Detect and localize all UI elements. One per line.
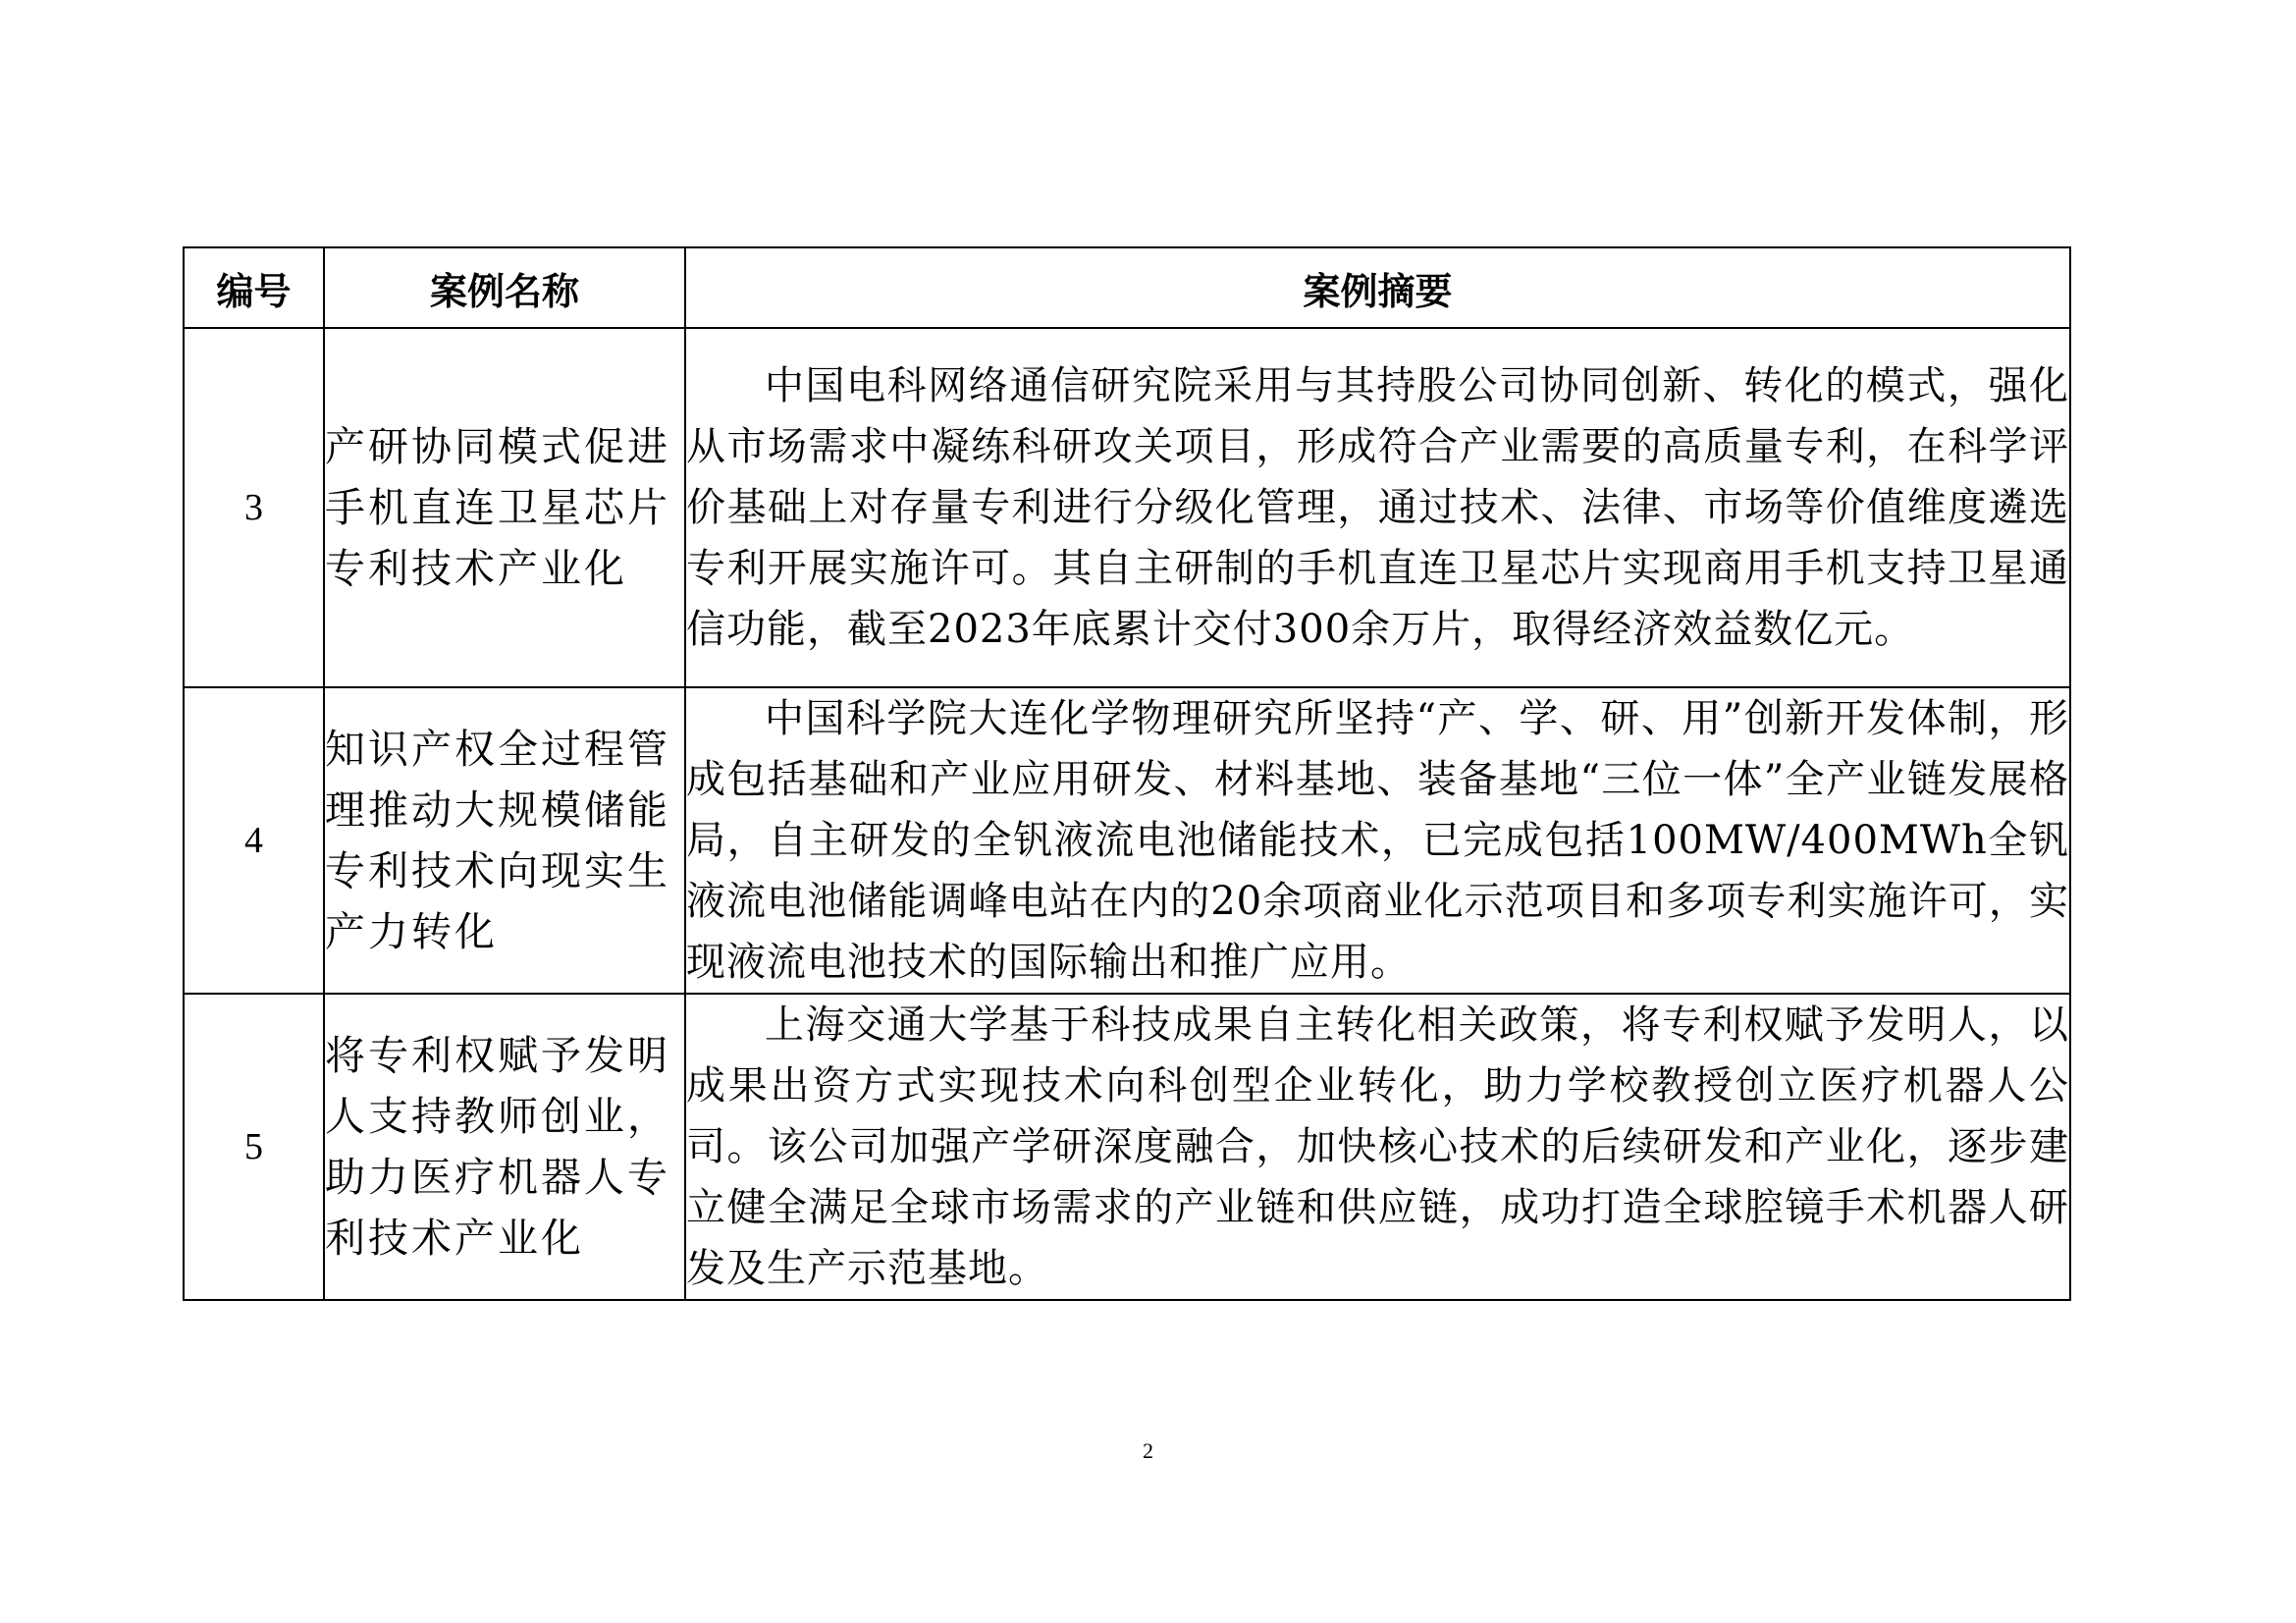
case-name: 知识产权全过程管理推动大规模储能专利技术向现实生产力转化 — [324, 687, 685, 994]
case-number: 3 — [184, 328, 324, 687]
case-table — [183, 246, 2071, 1301]
case-name: 将专利权赋予发明人支持教师创业，助力医疗机器人专利技术产业化 — [324, 994, 685, 1300]
header-case-name: 案例名称 — [324, 247, 685, 328]
case-name: 产研协同模式促进手机直连卫星芯片专利技术产业化 — [324, 328, 685, 687]
case-number: 4 — [184, 687, 324, 994]
header-number: 编号 — [184, 247, 324, 328]
table-header-row — [184, 247, 2070, 328]
case-summary: 中国电科网络通信研究院采用与其持股公司协同创新、转化的模式，强化从市场需求中凝练科研攻关项目，形成符合产业需要的高质量专利，在科学评价基础上对存量专利进行分级化管理，通过技术、法律、市场等价值维度遴选专利开展实施许可。其自主研制的手机直连卫星芯片实现商用手机支持卫星通信功能，截至2023年底累计交付300余万片，取得经济效益数亿元。 — [685, 328, 2070, 687]
case-summary: 上海交通大学基于科技成果自主转化相关政策，将专利权赋予发明人，以成果出资方式实现技术向科创型企业转化，助力学校教授创立医疗机器人公司。该公司加强产学研深度融合，加快核心技术的后续研发和产业化，逐步建立健全满足全球市场需求的产业链和供应链，成功打造全球腔镜手术机器人研发及生产示范基地。 — [685, 994, 2070, 1300]
page-number: 2 — [1143, 1438, 1153, 1463]
table-row — [184, 328, 2070, 687]
header-case-summary: 案例摘要 — [685, 247, 2070, 328]
table-row — [184, 687, 2070, 994]
table-row — [184, 994, 2070, 1300]
case-number: 5 — [184, 994, 324, 1300]
case-summary: 中国科学院大连化学物理研究所坚持“产、学、研、用”创新开发体制，形成包括基础和产业应用研发、材料基地、装备基地“三位一体”全产业链发展格局，自主研发的全钒液流电池储能技术，已完成包括100MW/400MWh全钒液流电池储能调峰电站在内的20余项商业化示范项目和多项专利实施许可，实现液流电池技术的国际输出和推广应用。 — [685, 687, 2070, 994]
